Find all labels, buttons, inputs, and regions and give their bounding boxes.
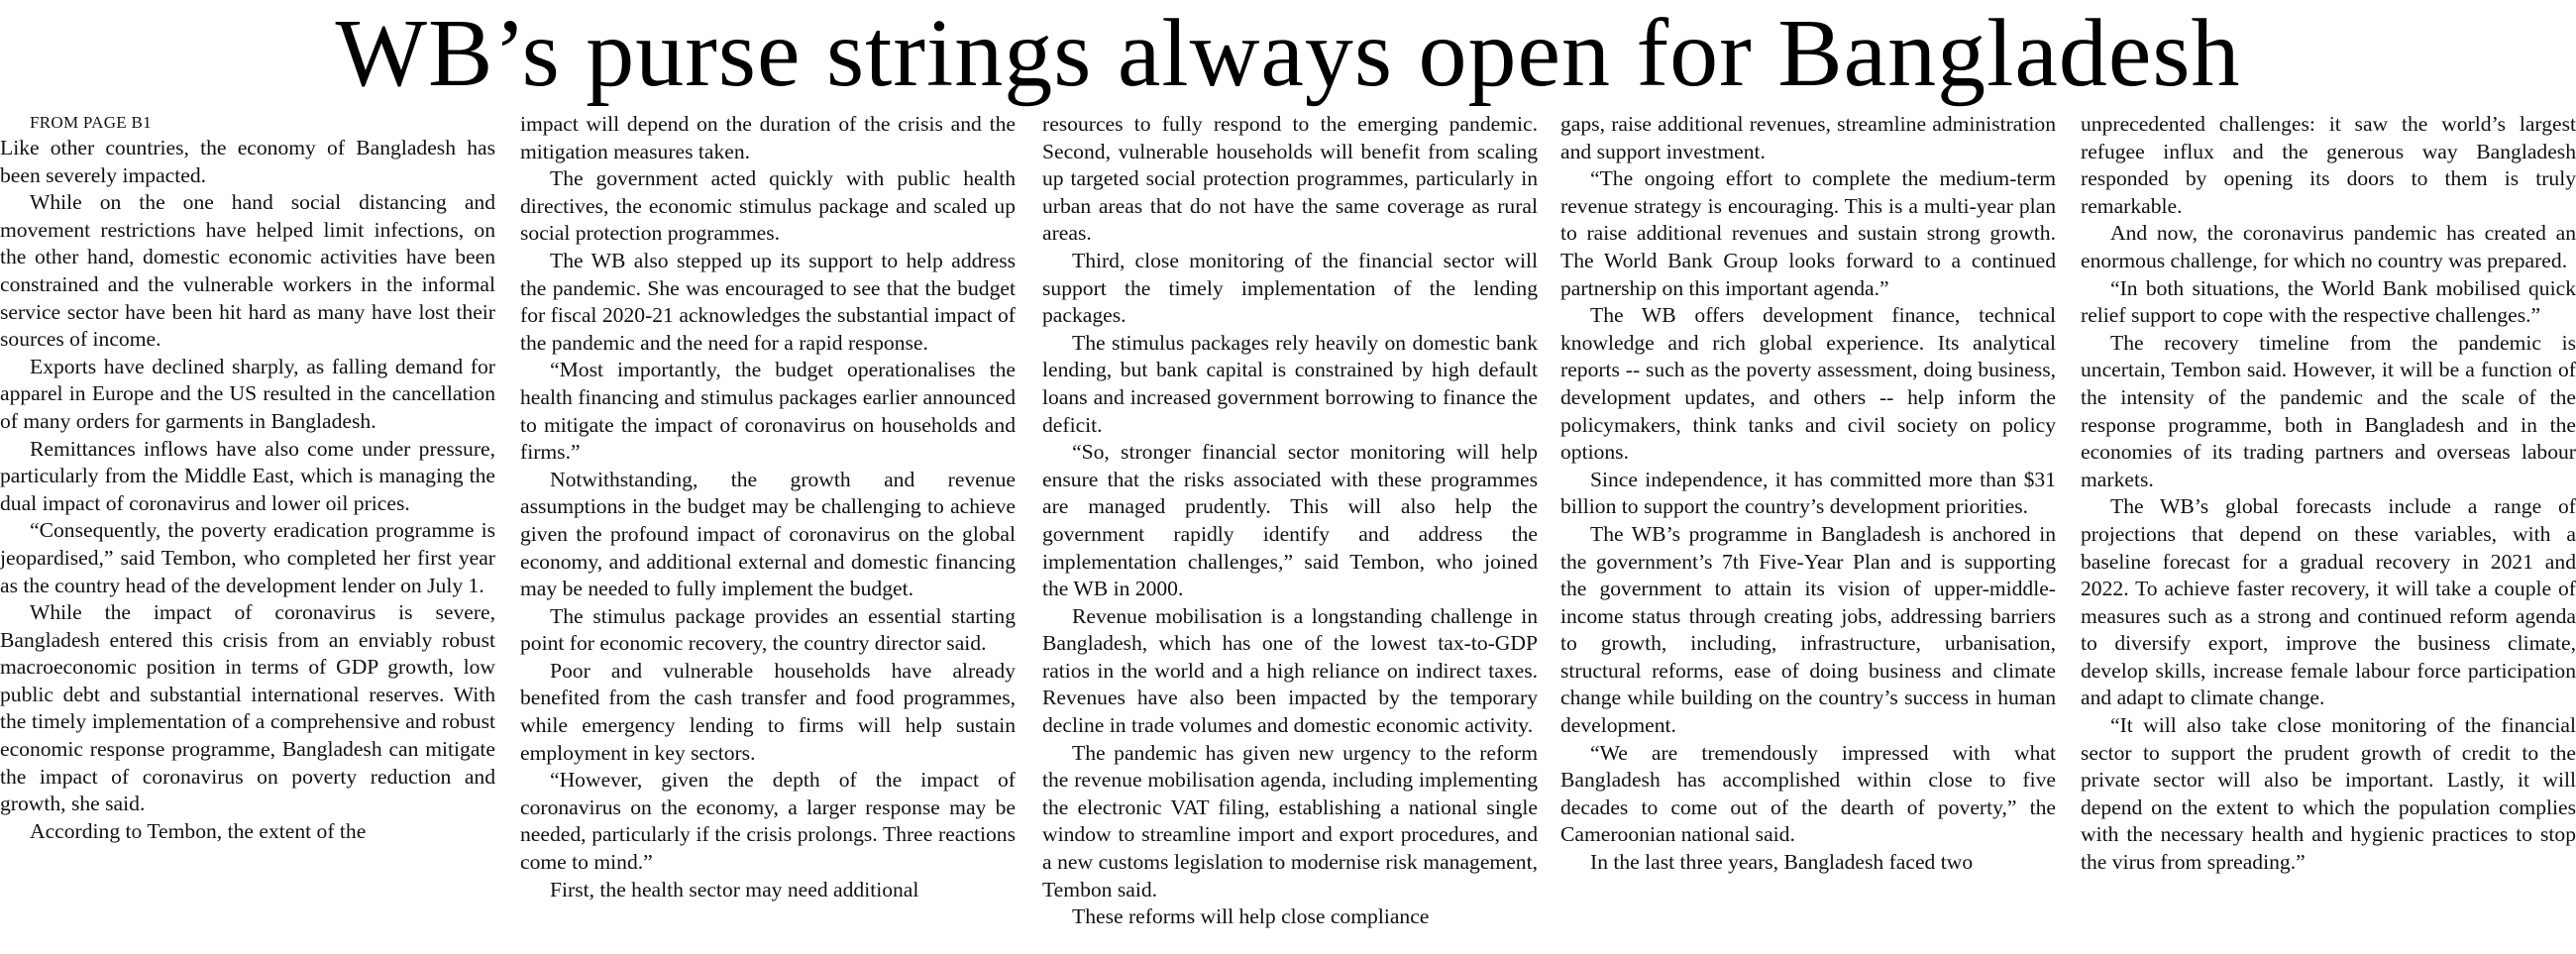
article-column-5 xyxy=(2081,111,2576,954)
paragraph: Notwithstanding, the growth and revenue assumptions in the budget may be challenging to achieve given the profound impact of coronavirus on the global economy, and additional external and domestic financing may be needed to fully implement the budget. xyxy=(520,467,1016,601)
paragraph: The pandemic has given new urgency to the reform the revenue mobilisation agenda, including implementing the electronic VAT filing, establishing a national single window to streamline import and export procedures, and a new customs legislation to modernise risk management, Tembon said. xyxy=(1042,740,1538,901)
paragraph: “So, stronger financial sector monitoring will help ensure that the risks associated with these programmes are managed prudently. This will also help the government rapidly identify and address the implementation challenges,” said Tembon, who joined the WB in 2000. xyxy=(1042,440,1538,601)
paragraph: “The ongoing effort to complete the medium-term revenue strategy is encouraging. This is a multi-year plan to raise additional revenues and sustain strong growth. The World Bank Group looks forward to a continued partnership on this important agenda.” xyxy=(1560,166,2056,300)
paragraph: The recovery timeline from the pandemic is uncertain, Tembon said. However, it will be a function of the intensity of the pandemic and the scale of the response programme, both in Bangladesh and in the economies of its trading partners and overseas labour markets. xyxy=(2081,330,2576,491)
article-column-4 xyxy=(1560,111,2056,954)
paragraph: While on the one hand social distancing and movement restrictions have helped limit infections, on the other hand, domestic economic activities have been constrained and the vulnerable workers in the informal service sector have been hit hard as many have lost their sources of income. xyxy=(0,190,495,352)
paragraph: “Most importantly, the budget operationalises the health financing and stimulus packages earlier announced to mitigate the impact of coronavirus on households and firms.” xyxy=(520,358,1016,465)
paragraph: First, the health sector may need additional xyxy=(550,877,919,901)
paragraph: “However, given the depth of the impact of coronavirus on the economy, a larger response may be needed, particularly if the crisis prolongs. Three reactions come to mind.” xyxy=(520,768,1016,875)
article-column-3 xyxy=(1042,111,1538,954)
paragraph: Poor and vulnerable households have already benefited from the cash transfer and food programmes, while emergency lending to firms will help sustain employment in key sectors. xyxy=(520,658,1016,765)
paragraph: While the impact of coronavirus is severe, Bangladesh entered this crisis from an enviably robust macroeconomic position in terms of GDP growth, low public debt and substantial international reserves. With the timely implementation of a comprehensive and robust economic response programme, Bangladesh can mitigate the impact of coronavirus on poverty reduction and growth, she said. xyxy=(0,600,495,816)
paragraph: Third, close monitoring of the financial sector will support the timely implementation of the lending packages. xyxy=(1042,248,1538,328)
paragraph: The WB’s programme in Bangladesh is anchored in the government’s 7th Five-Year Plan and is supporting the government to attain its vision of upper-middle-income status through creating jobs, addressing barriers to growth, including, infrastructure, urbanisation, structural reforms, ease of doing business and climate change while building on the country’s success in human development. xyxy=(1560,521,2056,738)
paragraph: “We are tremendously impressed with what Bangladesh has accomplished within close to five decades to come out of the dearth of poverty,” the Cameroonian national said. xyxy=(1560,740,2056,847)
paragraph: Remittances inflows have also come under pressure, particularly from the Middle East, which is managing the dual impact of coronavirus and lower oil prices. xyxy=(0,436,495,515)
paragraph: According to Tembon, the extent of the xyxy=(30,818,367,843)
paragraph: Exports have declined sharply, as falling demand for apparel in Europe and the US resulted in the cancellation of many orders for garments in Bangladesh. xyxy=(0,354,495,433)
paragraph: The WB also stepped up its support to help address the pandemic. She was encouraged to see that the budget for fiscal 2020-21 acknowledges the substantial impact of the pandemic and the need for a rapid response. xyxy=(520,248,1016,355)
paragraph: “Consequently, the poverty eradication programme is jeopardised,” said Tembon, who completed her first year as the country head of the development lender on July 1. xyxy=(0,518,495,597)
paragraph: “It will also take close monitoring of the financial sector to support the prudent growth of credit to the private sector will also be important. Lastly, it will depend on the extent to which the population complies with the necessary health and hygienic practices to stop the virus from spreading.” xyxy=(2081,713,2576,875)
paragraph: The stimulus package provides an essential starting point for economic recovery, the country director said. xyxy=(520,603,1016,656)
headline: WB’s purse strings always open for Bangladesh xyxy=(335,0,2241,107)
paragraph: unprecedented challenges: it saw the world’s largest refugee influx and the generous way Bangladesh responded by opening its doors to them is truly remarkable. xyxy=(2081,112,2576,218)
article-column-2 xyxy=(520,111,1016,954)
continuation-kicker: FROM PAGE B1 xyxy=(30,113,152,132)
paragraph: The government acted quickly with public health directives, the economic stimulus package and scaled up social protection programmes. xyxy=(520,166,1016,246)
paragraph: impact will depend on the duration of the crisis and the mitigation measures taken. xyxy=(520,112,1016,163)
paragraph: The stimulus packages rely heavily on domestic bank lending, but bank capital is constrained by high default loans and increased government borrowing to finance the deficit. xyxy=(1042,330,1538,437)
article-column-1 xyxy=(0,111,495,954)
paragraph: resources to fully respond to the emerging pandemic. Second, vulnerable households will benefit from scaling up targeted social protection programmes, particularly in urban areas that do not have the same coverage as rural areas. xyxy=(1042,112,1538,246)
paragraph: Revenue mobilisation is a longstanding challenge in Bangladesh, which has one of the lowest tax-to-GDP ratios in the world and a high reliance on indirect taxes. Revenues have also been impacted by the temporary decline in trade volumes and domestic economic activity. xyxy=(1042,603,1538,738)
paragraph: Like other countries, the economy of Bangladesh has been severely impacted. xyxy=(0,136,495,187)
paragraph: And now, the coronavirus pandemic has created an enormous challenge, for which no country was prepared. xyxy=(2081,221,2576,272)
paragraph: “In both situations, the World Bank mobilised quick relief support to cope with the respective challenges.” xyxy=(2081,275,2576,328)
paragraph: gaps, raise additional revenues, streamline administration and support investment. xyxy=(1560,112,2056,163)
paragraph: Since independence, it has committed more than $31 billion to support the country’s development priorities. xyxy=(1560,467,2056,519)
paragraph: These reforms will help close compliance xyxy=(1072,904,1430,929)
paragraph: In the last three years, Bangladesh faced two xyxy=(1590,850,1974,875)
paragraph: The WB offers development finance, technical knowledge and rich global experience. Its analytical reports -- such as the poverty assessment, doing business, development updates, and others -- help inform the policymakers, think tanks and civil society on policy options. xyxy=(1560,303,2056,465)
paragraph: The WB’s global forecasts include a range of projections that depend on these variables, with a baseline forecast for a gradual recovery in 2021 and 2022. To achieve faster recovery, it will take a couple of measures such as a strong and continued reform agenda to diversify export, improve the business climate, develop skills, increase female labour force participation and adapt to climate change. xyxy=(2081,494,2576,710)
article-body xyxy=(0,111,2576,954)
